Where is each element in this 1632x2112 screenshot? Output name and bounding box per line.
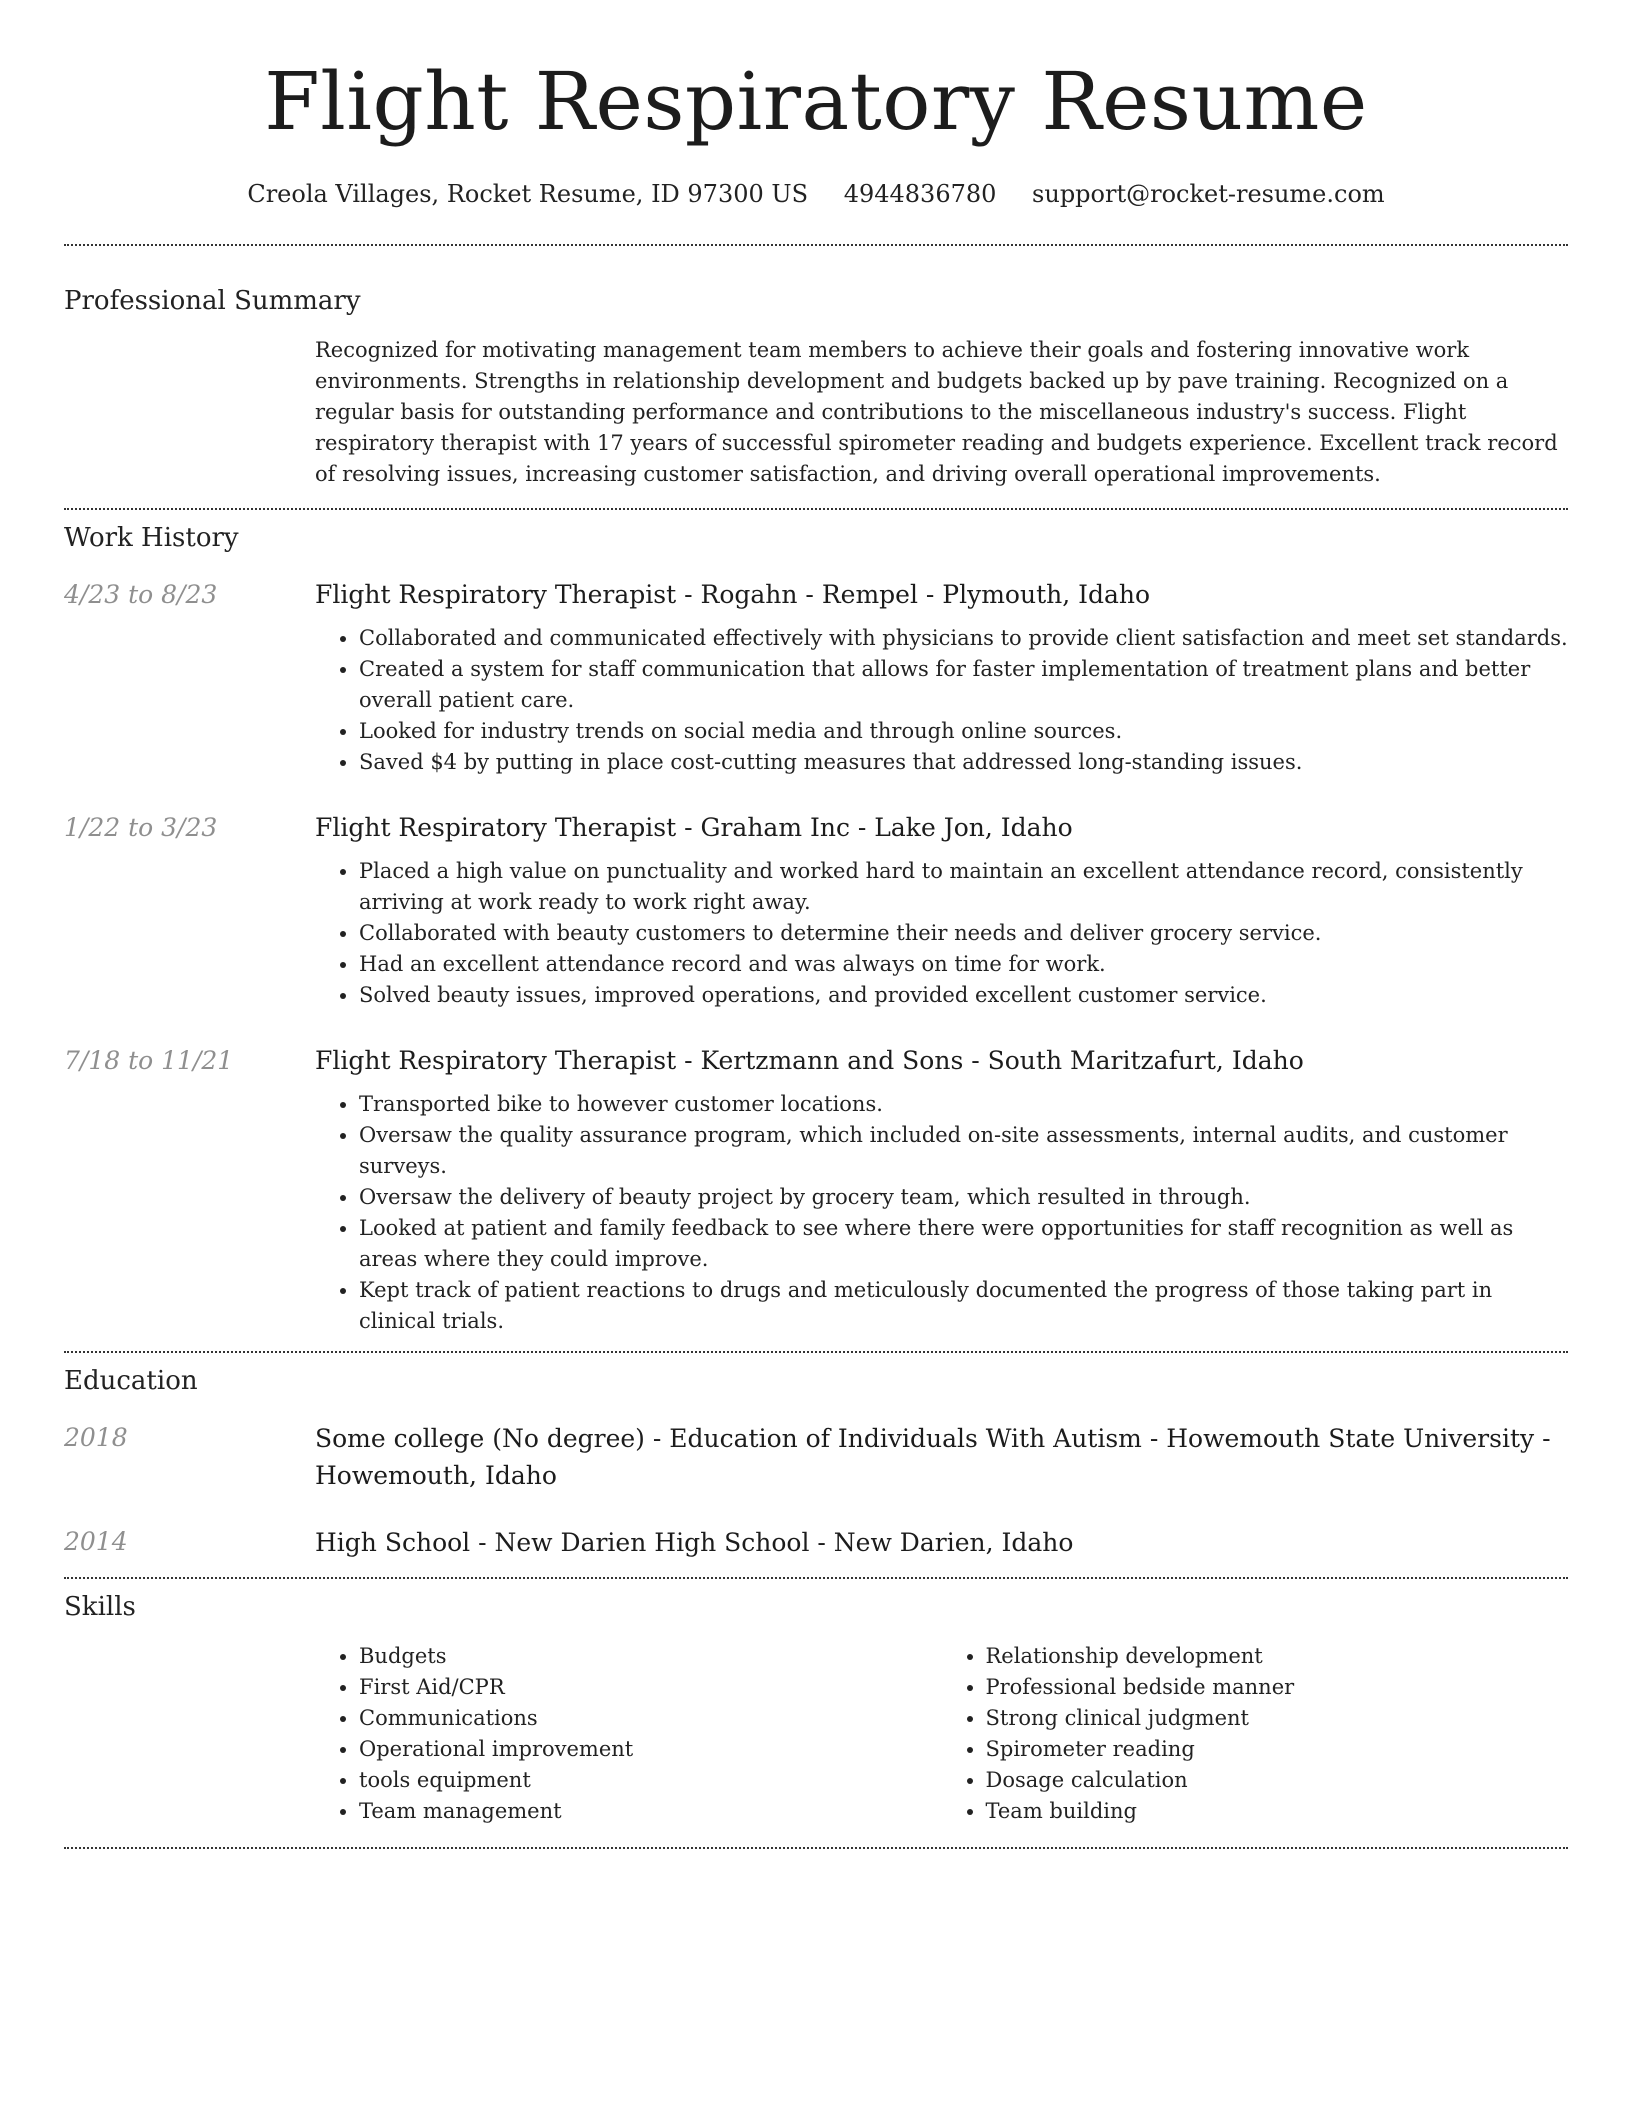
summary-section <box>64 246 1568 490</box>
list-item: • Created a system for staff communication that allows for faster implementation of treatment plans and better overall patient care. <box>359 654 1568 716</box>
list-item: • Oversaw the quality assurance program, which included on-site assessments, internal audits, and customer surveys. <box>359 1120 1568 1182</box>
summary-row <box>64 335 1568 490</box>
contact-line <box>64 178 1568 210</box>
list-item: • Had an excellent attendance record and was always on time for work. <box>359 949 1568 980</box>
list-item: • Collaborated with beauty customers to determine their needs and deliver grocery service. <box>359 918 1568 949</box>
contact-phone: 4944836780 <box>843 180 997 208</box>
skills-list-right <box>942 1641 1569 1827</box>
education-entry <box>64 1524 1568 1561</box>
skills-section <box>64 1579 1568 1827</box>
job-body <box>315 810 1568 1011</box>
job-entry <box>64 810 1568 1011</box>
list-item: • Dosage calculation <box>986 1765 1569 1796</box>
list-item: • Communications <box>359 1703 942 1734</box>
list-item: • Operational improvement <box>359 1734 942 1765</box>
list-item: • tools equipment <box>359 1765 942 1796</box>
list-item: • Looked for industry trends on social media and through online sources. <box>359 716 1568 747</box>
contact-email: support@rocket-resume.com <box>1032 180 1385 208</box>
work-history-section <box>64 510 1568 1337</box>
job-dates: 4/23 to 8/23 <box>64 580 218 609</box>
list-item: • Kept track of patient reactions to drugs and meticulously documented the progress of those taking part in clinical trials. <box>359 1275 1568 1337</box>
job-body <box>315 577 1568 778</box>
list-item: • Looked at patient and family feedback to see where there were opportunities for staff recognition as well as areas where they could improve. <box>359 1213 1568 1275</box>
contact-address: Creola Villages, Rocket Resume, ID 97300 US <box>247 180 809 208</box>
education-entry <box>64 1420 1568 1494</box>
education-section <box>64 1353 1568 1561</box>
list-item: • Team building <box>986 1796 1569 1827</box>
list-item: • Oversaw the delivery of beauty project by grocery team, which resulted in through. <box>359 1182 1568 1213</box>
job-dates: 7/18 to 11/21 <box>64 1046 234 1075</box>
job-bullets <box>315 623 1568 778</box>
resume-header <box>64 0 1568 210</box>
list-item: • Placed a high value on punctuality and worked hard to maintain an excellent attendance record, consistently arriving at work ready to work right away. <box>359 856 1568 918</box>
list-item: • Professional bedside manner <box>986 1672 1569 1703</box>
section-heading-summary: Professional Summary <box>64 286 361 316</box>
list-item: • First Aid/CPR <box>359 1672 942 1703</box>
education-body <box>315 1524 1568 1561</box>
education-text: Some college (No degree) - Education of Individuals With Autism - Howemouth State University - Howemouth, Idaho <box>315 1424 1551 1490</box>
resume-title: Flight Respiratory Resume <box>264 55 1368 148</box>
list-item: • Team management <box>359 1796 942 1827</box>
job-title: Flight Respiratory Therapist - Rogahn - Rempel - Plymouth, Idaho <box>315 580 1151 609</box>
skills-row <box>64 1641 1568 1827</box>
list-item: • Budgets <box>359 1641 942 1672</box>
list-item: • Transported bike to however customer locations. <box>359 1089 1568 1120</box>
section-heading-skills: Skills <box>64 1592 136 1622</box>
education-year: 2018 <box>64 1423 128 1452</box>
summary-text: Recognized for motivating management team members to achieve their goals and fostering innovative work environments. Strengths in relationship development and budgets backed up by pave training. Recognized on a regular basis for outstanding performance and contributions to the miscellaneous industry's success. Flight respiratory therapist with 17 years of successful spirometer reading and budgets experience. Excellent track record of resolving issues, increasing customer satisfaction, and driving overall operational improvements. <box>315 338 1558 486</box>
job-bullets <box>315 1089 1568 1337</box>
list-item: • Relationship development <box>986 1641 1569 1672</box>
list-item: • Collaborated and communicated effectively with physicians to provide client satisfaction and meet set standards. <box>359 623 1568 654</box>
summary-body <box>315 335 1568 490</box>
job-dates: 1/22 to 3/23 <box>64 813 218 842</box>
job-entry <box>64 577 1568 778</box>
list-item: • Saved $4 by putting in place cost-cutting measures that addressed long-standing issues. <box>359 747 1568 778</box>
job-body <box>315 1043 1568 1337</box>
job-title: Flight Respiratory Therapist - Graham Inc - Lake Jon, Idaho <box>315 813 1073 842</box>
divider <box>64 1847 1568 1849</box>
job-entry <box>64 1043 1568 1337</box>
education-text: High School - New Darien High School - New Darien, Idaho <box>315 1528 1074 1557</box>
list-item: • Solved beauty issues, improved operations, and provided excellent customer service. <box>359 980 1568 1011</box>
section-heading-education: Education <box>64 1366 198 1396</box>
job-title: Flight Respiratory Therapist - Kertzmann and Sons - South Maritzafurt, Idaho <box>315 1046 1304 1075</box>
education-body <box>315 1420 1568 1494</box>
list-item: • Spirometer reading <box>986 1734 1569 1765</box>
job-bullets <box>315 856 1568 1011</box>
skills-grid <box>315 1641 1568 1827</box>
section-heading-work: Work History <box>64 523 239 553</box>
skills-list-left <box>315 1641 942 1827</box>
list-item: • Strong clinical judgment <box>986 1703 1569 1734</box>
education-year: 2014 <box>64 1527 128 1556</box>
